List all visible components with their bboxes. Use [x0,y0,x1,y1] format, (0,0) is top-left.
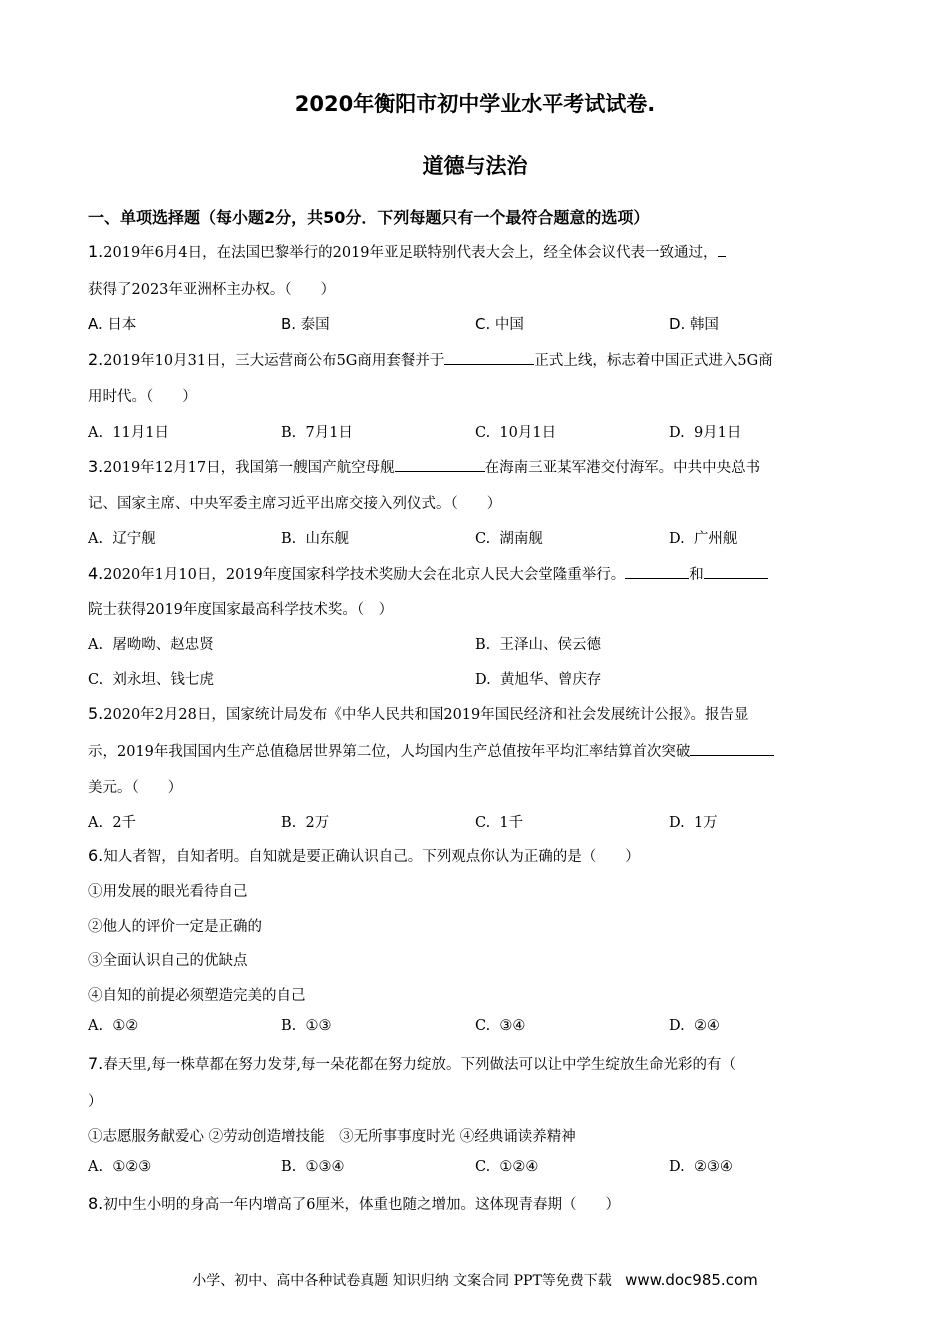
question-3-line-1 [88,456,760,477]
question-5-line-2 [88,740,774,761]
question-2-line-2: 用时代。（ ） [88,389,197,405]
text-span: 2020年2月28日，国家统计局发布《中华人民共和国2019年国民经济和社会发展统计公报》。报告显 [103,707,749,723]
text-span: 2020年1月10日，2019年度国家科学技术奖励大会在北京人民大会堂隆重举行。 [103,567,626,583]
text-span: 11月1日 [112,425,169,441]
option-a [88,1018,138,1034]
option-d [669,313,719,334]
text-span: 6. [88,846,104,865]
text-span: 8. [88,1194,104,1213]
question-1-line-2: 获得了2023年亚洲杯主办权。（ ） [88,282,336,298]
footer-url[interactable]: www.doc985.com [625,1271,758,1289]
text-span: C. [475,1018,491,1034]
text-span: 初中生小明的身高一年内增高了6厘米，体重也随之增加。这体现青春期（ ） [103,1197,620,1213]
text-span: 湖南舰 [499,531,543,547]
text-span: C. [475,1159,491,1175]
text-span: ①② [112,1018,139,1034]
text-span: B. [281,531,297,547]
answer-blank [704,564,768,579]
option-b [281,1159,344,1175]
text-span: B. [281,315,297,333]
text-span: ①②③ [112,1159,152,1175]
answer-blank [395,457,485,472]
text-span: A. [88,425,104,441]
text-span: ②④ [693,1018,720,1034]
option-d [669,1159,733,1175]
option-b [475,633,601,654]
question-5-line-3: 美元。（ ） [88,780,183,796]
text-span: A. [88,531,104,547]
option-c [475,811,523,832]
text-span: 王泽山、侯云德 [499,637,601,653]
text-span: ①③ [305,1018,332,1034]
text-span: 日本 [107,317,137,333]
text-span: 2万 [305,815,330,831]
text-span: ①②④ [499,1159,539,1175]
text-span: B. [281,1159,297,1175]
option-b [281,313,330,334]
option-c [475,421,556,442]
text-span: 4. [88,564,104,583]
text-span: C. [475,531,491,547]
text-span: 2019年6月4日，在法国巴黎举行的2019年亚足联特别代表大会上，经全体会议代表一致通过， [103,245,718,261]
option-b [281,811,329,832]
question-4-line-2: 院士获得2019年度国家最高科学技术奖。（ ） [88,602,394,618]
statement-4: ④自知的前提必须塑造完美的自己 [88,988,306,1004]
answer-blank [718,242,726,257]
text-span: 5. [88,704,104,723]
text-span: A. [88,315,103,333]
text-span: 2千 [112,815,137,831]
question-7-line-1 [88,1053,736,1074]
statement-2: ②他人的评价一定是正确的 [88,919,262,935]
text-span: 正式上线，标志着中国正式进入5G商 [534,353,773,369]
statements: ①志愿服务献爱心 ②劳动创造增技能 ③无所事事度时光 ④经典诵读养精神 [88,1129,576,1145]
text-span: 黄旭华、曾庆存 [499,672,602,688]
text-span: D. [669,425,685,441]
text-span: 2. [88,350,104,369]
option-a [88,1159,151,1175]
text-span: B. [281,425,297,441]
footer-text: 小学、初中、高中各种试卷真题 知识归纳 文案合同 PPT等免费下载 [192,1273,612,1289]
text-span: A. [88,1018,104,1034]
page-footer [0,1270,950,1290]
statement-1: ①用发展的眼光看待自己 [88,884,248,900]
text-span: C. [475,815,491,831]
text-span: 9月1日 [693,425,742,441]
text-span: A. [88,1159,104,1175]
question-5-line-1 [88,703,749,724]
option-c [475,527,543,548]
text-span: ①③④ [305,1159,345,1175]
text-span: 7. [88,1054,104,1073]
text-span: B. [281,815,297,831]
text-span: 知人者智，自知者明。自知就是要正确认识自己。下列观点你认为正确的是（ ） [103,849,640,865]
section-heading: 一、单项选择题（每小题2分，共50分．下列每题只有一个最符合题意的选项） [88,208,650,227]
text-span: 山东舰 [305,531,349,547]
question-8-line-1 [88,1193,620,1214]
answer-blank [690,741,774,756]
option-a [88,811,136,832]
text-span: 10月1日 [499,425,557,441]
question-3-line-2: 记、国家主席、中央军委主席习近平出席交接入列仪式。（ ） [88,496,502,512]
option-c [475,313,524,334]
option-b [281,1018,331,1034]
option-d [669,527,737,548]
text-span: 辽宁舰 [112,531,156,547]
text-span: D. [669,1018,685,1034]
text-span: 7月1日 [305,425,353,441]
option-c [475,1159,538,1175]
option-a [88,313,136,334]
option-c [475,1018,525,1034]
option-b [281,421,353,442]
option-a [88,633,214,654]
text-span: B. [281,1018,297,1034]
option-b [281,527,349,548]
exam-title: 2020年衡阳市初中学业水平考试试卷. [294,92,656,116]
text-span: 3. [88,457,104,476]
text-span: A. [88,637,104,653]
exam-subject: 道德与法治 [422,154,528,178]
option-c [88,668,214,689]
text-span: 中国 [494,317,524,333]
text-span: 韩国 [689,317,719,333]
text-span: C. [475,425,491,441]
text-span: D. [669,531,685,547]
option-a [88,421,169,442]
option-d [669,1018,720,1034]
text-span: D. [669,315,686,333]
question-1-line-1 [88,241,726,262]
text-span: 2019年12月17日，我国第一艘国产航空母舰 [103,460,395,476]
text-span: C. [88,672,104,688]
text-span: ②③④ [693,1159,733,1175]
text-span: 在海南三亚某军港交付海军。中共中央总书 [484,460,761,476]
question-7-line-2: ） [88,1094,103,1110]
text-span: 1千 [499,815,524,831]
text-span: 泰国 [300,317,330,333]
question-4-line-1 [88,563,768,584]
text-span: 2019年10月31日，三大运营商公布5G商用套餐并于 [103,353,445,369]
option-d [669,811,718,832]
text-span: D. [669,815,685,831]
option-a [88,527,156,548]
question-number: 1. [88,242,104,261]
text-span: 1万 [693,815,718,831]
question-2-line-1 [88,349,773,370]
text-span: 示，2019年我国国内生产总值稳居世界第二位，人均国内生产总值按年平均汇率结算首次突破 [88,744,691,760]
text-span: ③④ [499,1018,526,1034]
text-span: A. [88,815,104,831]
text-span: C. [475,315,491,333]
text-span: 广州舰 [693,531,738,547]
statement-3: ③全面认识自己的优缺点 [88,953,248,969]
answer-blank [444,350,534,365]
text-span: 屠呦呦、赵忠贤 [112,637,214,653]
text-span: 和 [689,567,704,583]
question-6-line-1 [88,845,640,866]
answer-blank [625,564,689,579]
text-span: D. [669,1159,685,1175]
text-span: 刘永坦、钱七虎 [112,672,214,688]
option-d [475,668,601,689]
text-span: 春天里,每一株草都在努力发芽,每一朵花都在努力绽放。下列做法可以让中学生绽放生命光彩的有（ [103,1057,736,1073]
text-span: D. [475,672,491,688]
option-d [669,421,741,442]
text-span: B. [475,637,491,653]
